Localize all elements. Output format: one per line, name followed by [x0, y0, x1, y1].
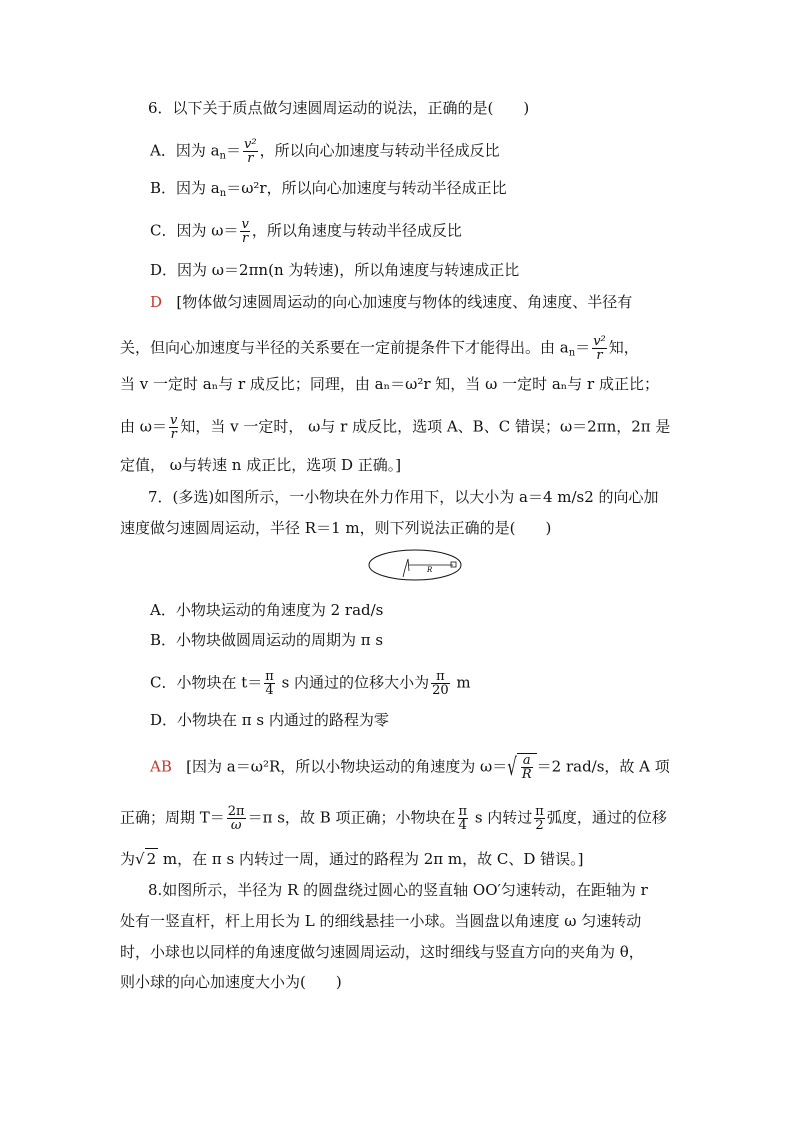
- q8-line-1: 8.如图所示，半径为 R 的圆盘绕过圆心的竖直轴 OO′匀速转动，在距轴为 r: [148, 881, 648, 899]
- q6-option-c: [150, 218, 462, 245]
- q8-line-2: 处有一竖直杆，杆上用长为 L 的细线悬挂一小球。当圆盘以角速度 ω 匀速转动: [120, 912, 642, 930]
- q6-option-a: [150, 138, 500, 167]
- q6-a-sub: n: [219, 150, 226, 162]
- q7-exp2-pre: 正确；周期 T＝: [120, 808, 225, 827]
- q7-exp2-num1: 2π: [227, 804, 245, 819]
- q6-explanation-1: [150, 292, 632, 312]
- q7-exp3-pre: 为: [120, 850, 136, 868]
- q7-option-d: D．小物块在 π s 内通过的路程为零: [150, 711, 389, 729]
- q6-c-pre: C．因为 ω＝: [150, 221, 239, 240]
- q7-exp1-sqrt: [517, 753, 537, 781]
- q6-a-den: r: [247, 151, 254, 166]
- q7-exp1-pre: [因为 a＝ω²R，所以小物块运动的角速度为 ω＝: [186, 757, 508, 776]
- q7-exp2-mid2: s 内转过: [470, 808, 533, 827]
- q6-a-pre: A．因为 a: [150, 141, 220, 160]
- q7-figure-label: R: [427, 566, 433, 574]
- q7-exp2-den1: ω: [230, 818, 242, 833]
- q6-stem: 6．以下关于质点做匀速圆周运动的说法，正确的是( ): [148, 99, 530, 117]
- q6-exp2-den: r: [596, 348, 603, 363]
- q7-exp2-den3: 2: [535, 818, 544, 833]
- q7-figure-stand: [403, 559, 409, 577]
- q6-explanation-4: [120, 414, 670, 441]
- q6-exp4-fraction: [169, 414, 178, 441]
- q7-c-num2: π: [431, 670, 450, 684]
- q6-exp2-fraction: [592, 335, 607, 362]
- q7-exp1-post: ＝2 rad/s，故 A 项: [536, 757, 670, 776]
- q6-b-pre: B．因为 a: [150, 179, 220, 197]
- q6-b-sub: n: [219, 188, 227, 199]
- q8-line-4: 则小球的向心加速度大小为( ): [120, 973, 342, 991]
- q6-exp4-pre: 由 ω＝: [120, 417, 167, 436]
- q6-a-eq: ＝: [226, 141, 242, 160]
- q7-exp2-num2: π: [458, 804, 468, 819]
- q7-sqrt-icon: √: [135, 850, 145, 868]
- q7-exp1-fraction: [521, 754, 533, 781]
- q6-c-fraction: [240, 218, 249, 245]
- q7-c-num1: π: [265, 669, 274, 684]
- q7-explanation-3: [120, 848, 584, 869]
- q7-circular-motion-figure: [367, 547, 463, 583]
- q6-answer: D: [150, 293, 163, 311]
- q7-exp1-num: a: [521, 754, 533, 768]
- q7-c-post: m: [451, 673, 471, 692]
- q6-option-d: D．因为 ω＝2πn(n 为转速)，所以角速度与转速成正比: [150, 261, 520, 279]
- q7-stem-2: 速度做匀速圆周运动，半径 R＝1 m，则下列说法正确的是( ): [120, 519, 552, 537]
- q7-option-c: [150, 670, 471, 697]
- q6-exp4-post: 知，当 v 一定时， ω与 r 成反比，选项 A、B、C 错误；ω＝2πn，2π 是: [180, 417, 671, 436]
- q7-exp2-fraction-2: [458, 805, 469, 832]
- q6-a-num: v²: [244, 137, 257, 152]
- q7-exp3-rad: 2: [146, 850, 157, 868]
- q7-exp2-den2: 4: [458, 818, 467, 833]
- q6-exp4-num: v: [170, 413, 178, 428]
- q7-c-den2: 20: [432, 683, 449, 698]
- q7-c-den1: 4: [265, 683, 274, 698]
- q6-option-b: [150, 178, 507, 204]
- q8-line-3: 时，小球也以同样的角速度做匀速圆周运动，这时细线与竖直方向的夹角为 θ，: [120, 943, 644, 961]
- q6-c-post: ，所以角速度与转动半径成反比: [251, 221, 462, 240]
- q6-exp2-post: 知，: [608, 338, 639, 357]
- q7-exp2-post: 弧度，通过的位移: [546, 808, 667, 827]
- q6-exp2-sub: n: [568, 347, 576, 359]
- q7-stem-1: 7．(多选)如图所示，一小物块在外力作用下，以大小为 a＝4 m/s2 的向心加: [148, 488, 659, 506]
- q7-option-b: B．小物块做圆周运动的周期为 π s: [150, 631, 384, 649]
- q7-c-fraction-1: [264, 670, 275, 697]
- q6-exp1-text: [物体做匀速圆周运动的向心加速度与物体的线速度、角速度、半径有: [176, 293, 633, 311]
- q7-exp1-den: R: [521, 767, 532, 782]
- q6-explanation-3: 当 v 一定时 aₙ与 r 成反比；同理，由 aₙ＝ω²r 知，当 ω 一定时 aₙ与 r 成正比；: [120, 375, 659, 393]
- q6-exp2-pre: 关，但向心加速度与半径的关系要在一定前提条件下才能得出。由 a: [120, 338, 569, 357]
- q7-c-fraction-2: [431, 670, 450, 697]
- q7-answer: AB: [150, 757, 172, 776]
- q7-exp2-fraction-3: [534, 805, 545, 832]
- q6-a-fraction: [243, 138, 258, 165]
- q7-option-a: A．小物块运动的角速度为 2 rad/s: [150, 601, 384, 619]
- q7-c-pre: C．小物块在 t＝: [150, 673, 263, 692]
- q7-exp2-fraction-1: [227, 805, 246, 832]
- q7-figure-block: [451, 562, 456, 567]
- q6-b-eq: ＝ω²r，所以向心加速度与转动半径成正比: [226, 179, 507, 197]
- q7-radical-icon: √: [507, 752, 517, 781]
- q6-a-post: ，所以向心加速度与转动半径成反比: [259, 141, 500, 160]
- q6-exp2-eq: ＝: [575, 338, 591, 357]
- q7-exp2-mid1: ＝π s，故 B 项正确；小物块在: [247, 808, 456, 827]
- q6-c-den: r: [242, 231, 249, 246]
- q7-explanation-2: [120, 805, 667, 832]
- q6-c-num: v: [241, 217, 249, 232]
- q7-explanation-1: [150, 753, 670, 781]
- q6-explanation-5: 定值， ω与转速 n 成正比，选项 D 正确。]: [120, 456, 402, 474]
- q6-explanation-2: [120, 335, 639, 364]
- q7-c-mid: s 内通过的位移大小为: [276, 673, 430, 692]
- q7-exp2-num3: π: [535, 804, 544, 819]
- q6-exp4-den: r: [170, 427, 177, 442]
- q6-exp2-num: v²: [593, 334, 606, 349]
- q7-exp3-post: m，在 π s 内转过一周，通过的路程为 2π m，故 C、D 错误。]: [158, 850, 584, 868]
